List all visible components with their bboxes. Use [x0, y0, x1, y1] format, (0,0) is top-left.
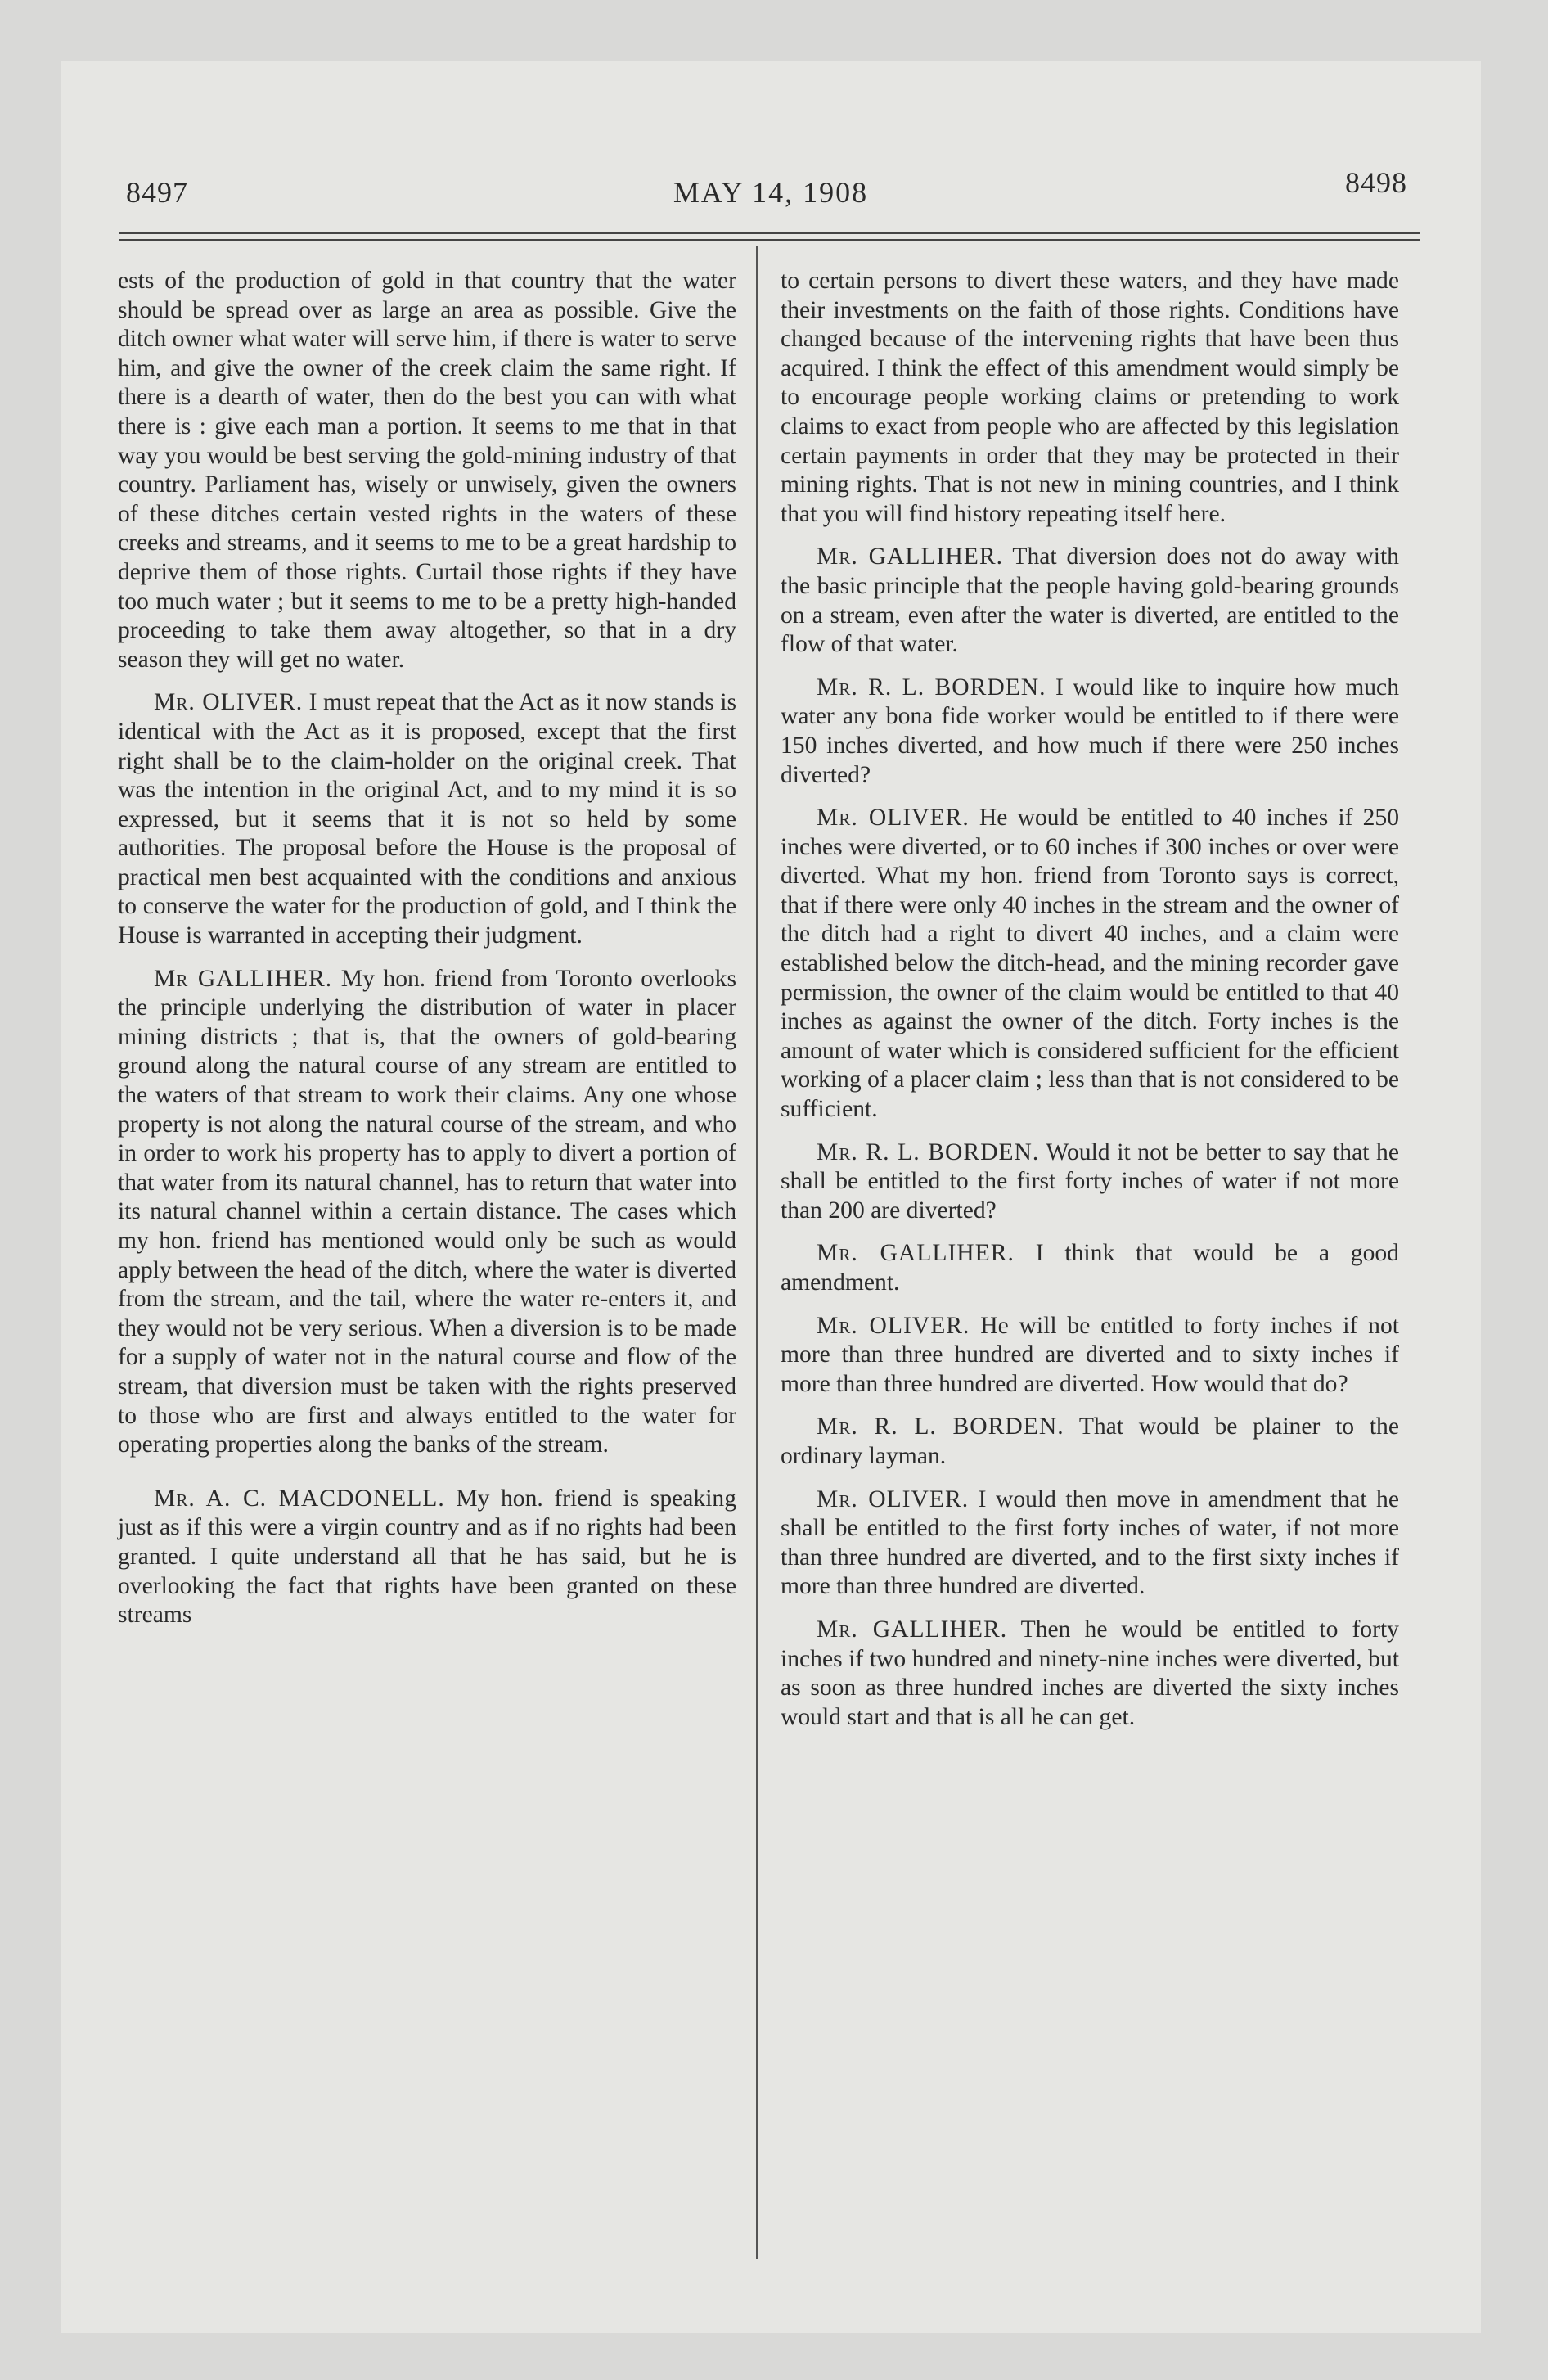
speech-paragraph	[781, 1239, 1399, 1297]
speaker-name: Mr. OLIVER.	[817, 1485, 970, 1512]
speech-paragraph	[781, 1413, 1399, 1471]
speech-text: I must repeat that the Act as it now stands is identical with the Act as it is proposed, except that the first right shall be to the claim-holder on the original creek. That was the intention in the original Act, and to my mind it is so expressed, but it seems that it is not so held by some authorities. The proposal before the House is the proposal of practical men best acquainted with the conditions and anxious to conserve the water for the production of gold, and I think the House is warranted in accepting their judgment.	[118, 689, 736, 949]
speech-text: I would like to inquire how much water any bona fide worker would be entitled to if there were 150 inches diverted, and how much if there were 250 inches diverted?	[781, 674, 1399, 788]
speech-paragraph	[781, 674, 1399, 790]
column-divider	[756, 246, 758, 2259]
speech-paragraph	[781, 1138, 1399, 1226]
speech-paragraph	[118, 965, 736, 1460]
header-rule	[119, 232, 1420, 234]
speech-paragraph	[781, 804, 1399, 1125]
speaker-name: Mr. GALLIHER.	[817, 543, 1003, 570]
speaker-name: Mr. OLIVER.	[817, 805, 970, 832]
speech-paragraph	[781, 1616, 1399, 1732]
speaker-name: Mr. R. L. BORDEN.	[817, 1138, 1040, 1165]
paragraph-text: to certain persons to divert these waters, and they have made their investments on the faith of those rights. Conditions have changed because of the intervening rights that have been thus acquired. I think the effect of this amendment would simply be to encourage people working claims or pretending to work claims to exact from people who are affected by this legislation certain payments in order that they may be protected in their mining rights. That is not new in mining countries, and I think that you will find history repeating itself here.	[781, 268, 1399, 527]
speaker-name: Mr GALLIHER.	[154, 965, 333, 992]
speech-text: He would be entitled to 40 inches if 250 inches were diverted, or to 60 inches if 300 inches or over were diverted. What my hon. friend from Toronto says is correct, that if there were only 40 inches in the stream and the owner of the ditch had a right to divert 40 inches, and a claim were established below the ditch-head, and the mining recorder gave permission, the owner of the claim would be entitled to that 40 inches as against the owner of the ditch. Forty inches is the amount of water which is considered sufficient for the efficient working of a placer claim ; less than that is not considered to be sufficient.	[781, 805, 1399, 1123]
right-page-number: 8498	[1345, 166, 1407, 199]
left-page-number: 8497	[126, 176, 188, 209]
speaker-name: Mr. OLIVER.	[154, 689, 304, 716]
speaker-name: Mr. R. L. BORDEN.	[817, 1413, 1064, 1440]
paragraph	[118, 267, 736, 674]
speech-paragraph	[781, 1485, 1399, 1602]
speech-paragraph	[781, 543, 1399, 659]
speech-paragraph	[781, 1312, 1399, 1400]
speech-text: My hon. friend from Toronto overlooks the principle underlying the distribution of water in placer mining districts ; that is, that the owners of gold-bearing ground along the natural course of any stream are entitled to the waters of that stream to work their claims. Any one whose property is not along the natural course of the stream, and who in order to work his property has to apply to divert a portion of that water from its natural channel, has to return that water into its natural channel within a certain distance. The cases which my hon. friend has mentioned would only be such as would apply between the head of the ditch, where the water is diverted from the stream, and the tail, where the water re-enters it, and they would not be very serious. When a diversion is to be made for a supply of water not in the natural course and flow of the stream, that diversion must be taken with the rights preserved to those who are first and always entitled to the water for operating properties along the banks of the stream.	[118, 965, 736, 1458]
speaker-name: Mr. R. L. BORDEN.	[817, 674, 1046, 701]
header-rule	[119, 239, 1420, 241]
right-column	[781, 267, 1399, 1746]
hansard-page	[61, 61, 1481, 2333]
speaker-name: Mr. GALLIHER.	[817, 1240, 1015, 1267]
speech-text: My hon. friend is speaking just as if this were a virgin country and as if no rights had been granted. I quite understand all that he has said, but he is overlooking the fact that rights have been granted on these streams	[118, 1485, 737, 1629]
left-column	[118, 267, 736, 1644]
speech-text: I would then move in amendment that he shall be entitled to the first forty inches of water, if not more than three hundred are diverted, and to the first sixty inches if more than three hundred are diverted.	[781, 1485, 1399, 1600]
speech-text: Then he would be entitled to forty inches if two hundred and ninety-nine inches were diverted, but as soon as three hundred inches are diverted the sixty inches would start and that is all he can get.	[781, 1616, 1399, 1730]
paragraph	[781, 267, 1399, 529]
speech-paragraph	[118, 688, 736, 950]
speech-text: That would be plainer to the ordinary layman.	[781, 1413, 1399, 1469]
speaker-name: Mr. OLIVER.	[817, 1312, 970, 1339]
paragraph-text: ests of the production of gold in that country that the water should be spread over as large an area as possible. Give the ditch owner what water will serve him, if there is water to serve him, and give the owner of the creek claim the same right. If there is a dearth of water, then do the best you can with what there is : give each man a portion. It seems to me that in that way you would be best serving the gold-mining industry of that country. Parliament has, wisely or unwisely, given the owners of these ditches certain vested rights in the waters of these creeks and streams, and it seems to me to be a great hardship to deprive them of those rights. Curtail those rights if they have too much water ; but it seems to me to be a pretty high-handed proceeding to take them away altogether, so that in a dry season they will get no water.	[118, 268, 736, 673]
speech-text: That diversion does not do away with the basic principle that the people having gold-bearing grounds on a stream, even after the water is diverted, are entitled to the flow of that water.	[781, 543, 1399, 658]
page-date: MAY 14, 1908	[673, 176, 869, 209]
speaker-name: Mr. A. C. MACDONELL.	[154, 1485, 445, 1512]
speech-text: I think that would be a good amendment.	[781, 1240, 1399, 1296]
speaker-name: Mr. GALLIHER.	[817, 1616, 1008, 1643]
speech-paragraph	[118, 1485, 736, 1630]
speech-text: Would it not be better to say that he shall be entitled to the first forty inches of water if not more than 200 are diverted?	[781, 1138, 1399, 1224]
speech-text: He will be entitled to forty inches if not more than three hundred are diverted and to sixty inches if more than three hundred are diverted. How would that do?	[781, 1312, 1399, 1397]
